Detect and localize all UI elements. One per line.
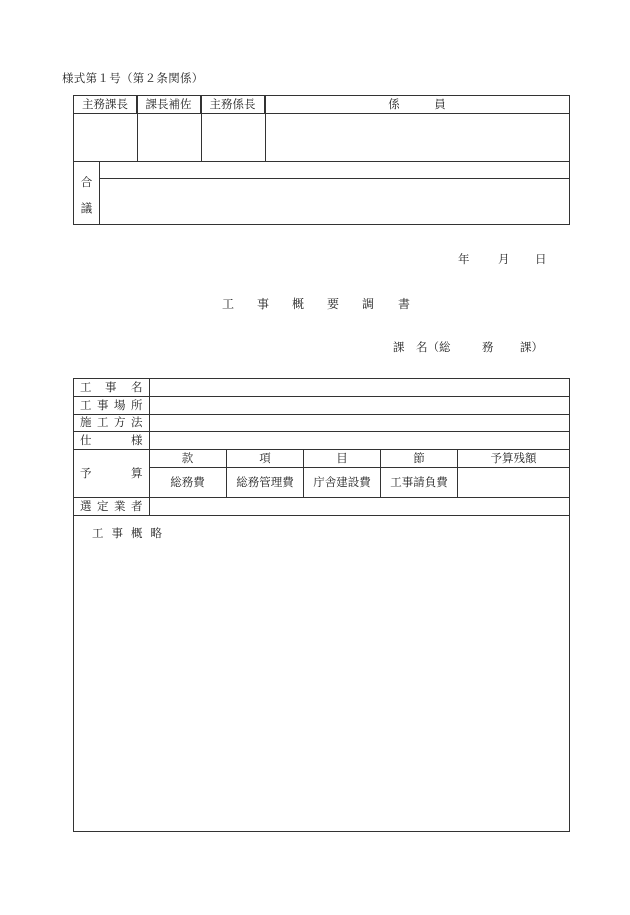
stamp-divider [201,96,202,161]
title-char: 概 [292,297,305,311]
aigi-column-divider [99,161,100,224]
row-divider [74,515,569,516]
summary-table [73,378,570,832]
label-yosan: 予 算 [80,466,143,480]
date-month: 月 [498,252,510,266]
approval-table [73,95,570,225]
header-staff: 係 員 [388,97,446,111]
label-koji-basho: 工 事 場 所 [80,398,143,412]
dept-label: 課 名（総 [393,340,451,354]
budget-header-kou: 項 [226,450,303,467]
title-char: 書 [398,297,411,311]
aigi-row-divider [99,178,569,179]
dept-name: 務 [482,340,494,354]
label-koji-mei: 工 事 名 [80,380,143,394]
header-deputy: 課長補佐 [137,96,201,113]
date-day: 日 [535,252,547,266]
budget-value-remaining [457,468,569,497]
stamp-divider [137,96,138,161]
label-shiyou: 仕 様 [80,433,143,447]
budget-value-setsu: 工事請負費 [380,468,457,497]
date-year: 年 [458,252,470,266]
aigi-divider [74,161,569,162]
title-char: 工 [222,297,235,311]
aigi-label-1: 合 [80,175,93,189]
label-sentei-gyousha: 選 定 業 者 [80,499,143,513]
aigi-label-2: 議 [80,201,93,215]
title-char: 調 [362,297,375,311]
header-chief: 主務課長 [74,96,137,113]
stamp-divider [265,96,266,161]
budget-header-setsu: 節 [380,450,457,467]
budget-header-moku: 目 [303,450,380,467]
budget-value-kan: 総務費 [170,475,205,489]
label-sekou-houhou: 施 工 方 法 [80,415,143,429]
title-char: 要 [327,297,340,311]
budget-header-remaining: 予算残額 [457,450,569,467]
overview-label: 工 事 概 略 [92,526,162,540]
header-subchief: 主務係長 [201,96,265,113]
budget-value-moku: 庁舎建設費 [303,468,380,497]
header-divider [74,113,569,114]
form-label: 様式第１号（第２条関係） [62,71,204,85]
budget-header-kan: 款 [181,451,194,465]
title-char: 事 [257,297,270,311]
dept-suffix: 課） [520,340,543,354]
budget-value-kou: 総務管理費 [226,468,303,497]
